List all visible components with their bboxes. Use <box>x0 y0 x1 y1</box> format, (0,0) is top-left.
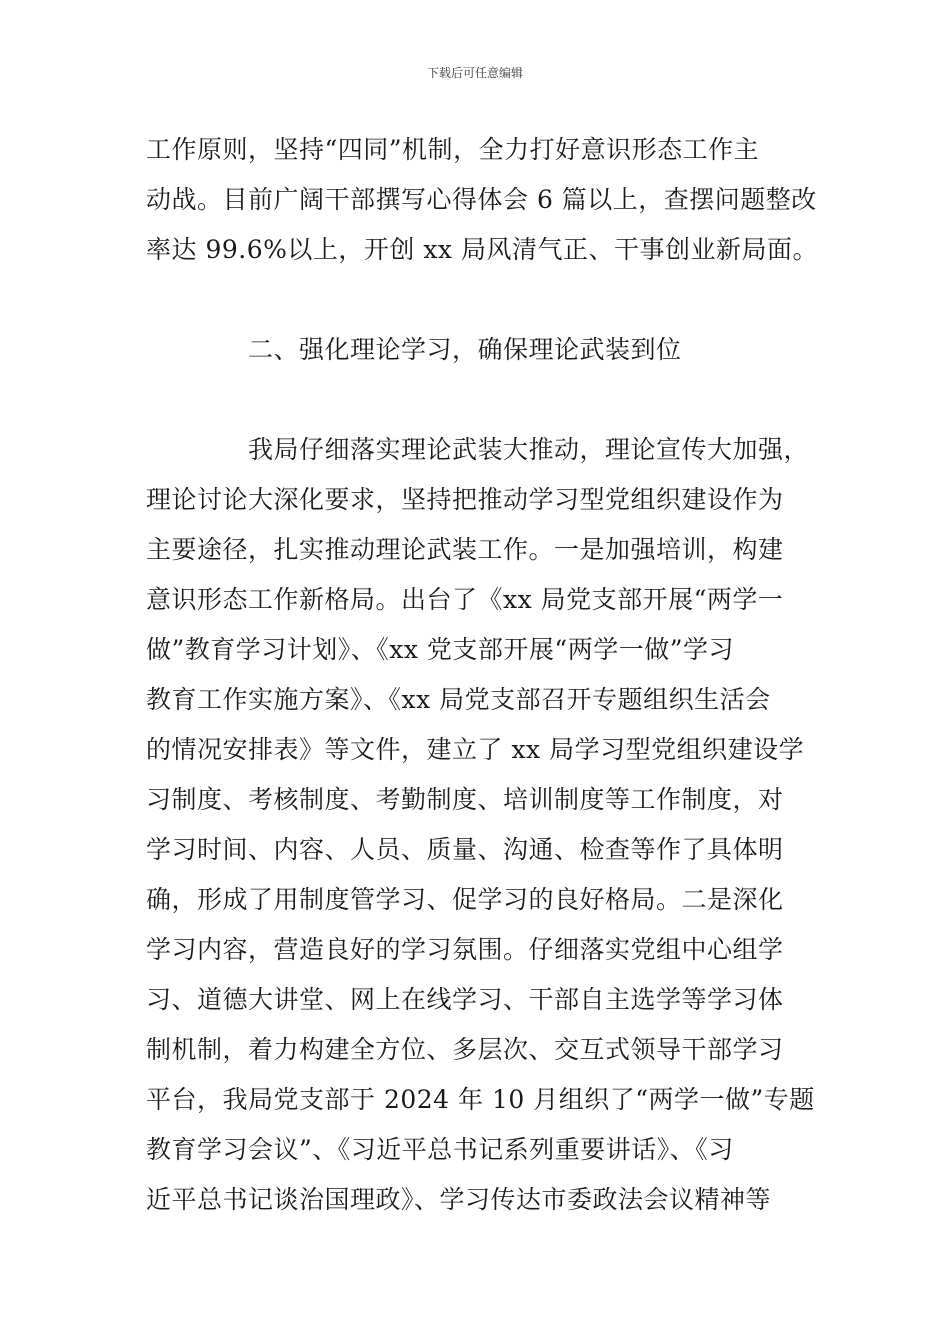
section-heading: 二、强化理论学习，确保理论武装到位 <box>248 335 682 364</box>
paragraph-2-line: 平台，我局党支部于 2024 年 10 月组织了“两学一做”专题 <box>146 1085 815 1114</box>
paragraph-1-line: 动战。目前广阔干部撰写心得体会 6 篇以上，查摆问题整改 <box>146 185 817 214</box>
page-header: 下载后可任意编辑 <box>426 66 523 80</box>
paragraph-2-line: 的情况安排表》等文件，建立了 xx 局学习型党组织建设学 <box>146 735 805 764</box>
paragraph-2-line: 确，形成了用制度管学习、促学习的良好格局。二是深化 <box>146 885 784 914</box>
paragraph-2-line: 近平总书记谈治国理政》、学习传达市委政法会议精神等 <box>146 1185 772 1214</box>
paragraph-2-line: 习制度、考核制度、考勤制度、培训制度等工作制度，对 <box>146 785 784 814</box>
paragraph-1-line: 工作原则，坚持“四同”机制，全力打好意识形态工作主 <box>146 135 760 164</box>
paragraph-2-line: 理论讨论大深化要求，坚持把推动学习型党组织建设作为 <box>146 485 784 514</box>
paragraph-1-line: 率达 99.6%以上，开创 xx 局风清气正、干事创业新局面。 <box>146 235 818 264</box>
paragraph-2-line: 意识形态工作新格局。出台了《xx 局党支部开展“两学一 <box>146 585 784 614</box>
paragraph-2-line: 教育学习会议”、《习近平总书记系列重要讲话》、《习 <box>146 1135 734 1164</box>
paragraph-2-line: 习、道德大讲堂、网上在线学习、干部自主选学等学习体 <box>146 985 784 1014</box>
paragraph-2-line: 学习内容，营造良好的学习氛围。仔细落实党组中心组学 <box>146 935 784 964</box>
paragraph-2-line: 学习时间、内容、人员、质量、沟通、检查等作了具体明 <box>146 835 784 864</box>
paragraph-2-line: 做”教育学习计划》、《xx 党支部开展“两学一做”学习 <box>146 635 734 664</box>
paragraph-2-line: 制机制，着力构建全方位、多层次、交互式领导干部学习 <box>146 1035 784 1064</box>
paragraph-2-line: 教育工作实施方案》、《xx 局党支部召开专题组织生活会 <box>146 685 771 714</box>
paragraph-2-line: 主要途径，扎实推动理论武装工作。一是加强培训，构建 <box>146 535 784 564</box>
paragraph-2-line: 我局仔细落实理论武装大推动，理论宣传大加强， <box>248 435 810 464</box>
